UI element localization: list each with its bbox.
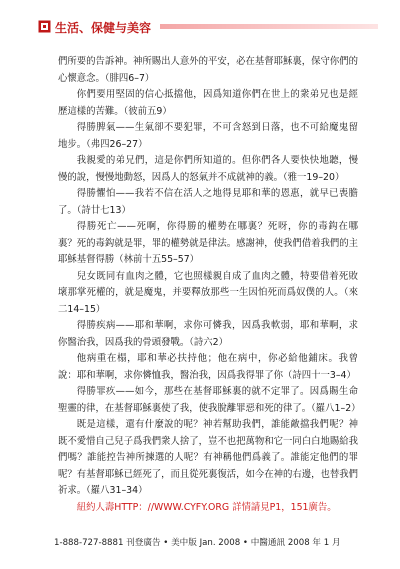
paragraph: 得勝脾氣——生氣卻不要犯罪，不可含怒到日落，也不可給魔鬼留地步。（弗四26–27） [58,122,358,150]
paragraph: 得勝罪疚——如今，那些在基督耶穌裏的就不定罪了。因爲賜生命聖靈的律，在基督耶穌裏使了我，使我脫離罪惡和死的律了。（羅八1–2） [58,386,361,414]
decorative-square-icon [38,20,51,33]
paragraph: 兒女既同有血肉之體，它也照樣親自成了血肉之體，特要借着死敗壞那掌死權的，就是魔鬼，并要釋放那些一生因怕死而爲奴僕的人。（來二14–15） [58,270,358,315]
paragraph: 你們要用堅固的信心抵擋他，因爲知道你們在世上的衆弟兄也是經歷這樣的苦難。（彼前五9） [58,89,358,117]
paragraph: 既是這樣，還有什麼說的呢？神若幫助我們，誰能敵擋我們呢？神既不愛惜自己兒子爲我們衆人捨了，豈不也把萬物和它一同白白地賜給我們嗎？誰能控告神所揀選的人呢？有神稱他們爲義了。誰能定他們的罪呢？有基督耶穌已經死了，而且從死裏復活，如今在神的右邊，也替我們祈求。（羅八31–34） [58,419,359,496]
paragraph: 得勝懼怕——我若不信在活人之地得見耶和華的恩惠，就早已喪膽了。（詩廿七13） [58,188,358,216]
header-divider-bar [160,24,378,29]
paragraph: 們所要的告訴神。神所賜出人意外的平安，必在基督耶穌裏，保守你們的心懷意念。（腓四6–7） [58,56,359,84]
page-footer: 1-888-727-8881 刊登廣告 • 美中版 Jan. 2008 • 中醫通訊 2008 年 1 月 [54,538,341,548]
section-title: 生活、保健与美容 [55,21,152,35]
paragraph: 得勝疾病——耶和華啊，求你可憐我，因爲我軟弱，耶和華啊，求你醫治我，因爲我的骨頭發戰。（詩六2） [58,320,358,348]
paragraph: 他病重在榻，耶和華必扶持他；他在病中，你必給他鋪床。我曾說：耶和華啊，求你憐恤我，醫治我，因爲我得罪了你（詩四十一3–4） [58,353,358,381]
paragraph: 我親愛的弟兄們，這是你們所知道的。但你們各人要快快地聽，慢慢的說，慢慢地動怒，因爲人的怒氣并不成就神的義。（雅一19–20） [58,155,358,183]
advertisement-link[interactable]: 紐約人壽HTTP：//WWW.CYFY.ORG 詳情請見P1，151廣告。 [76,501,337,513]
article-body [58,54,361,516]
page-header [38,18,378,36]
paragraph: 得勝死亡——死啊，你得勝的權勢在哪裏？死呀，你的毒鈎在哪裏？死的毒鈎就是罪，罪的權勢就是律法。感謝神，使我們借着我們的主耶穌基督得勝（林前十五55–57） [58,221,359,265]
